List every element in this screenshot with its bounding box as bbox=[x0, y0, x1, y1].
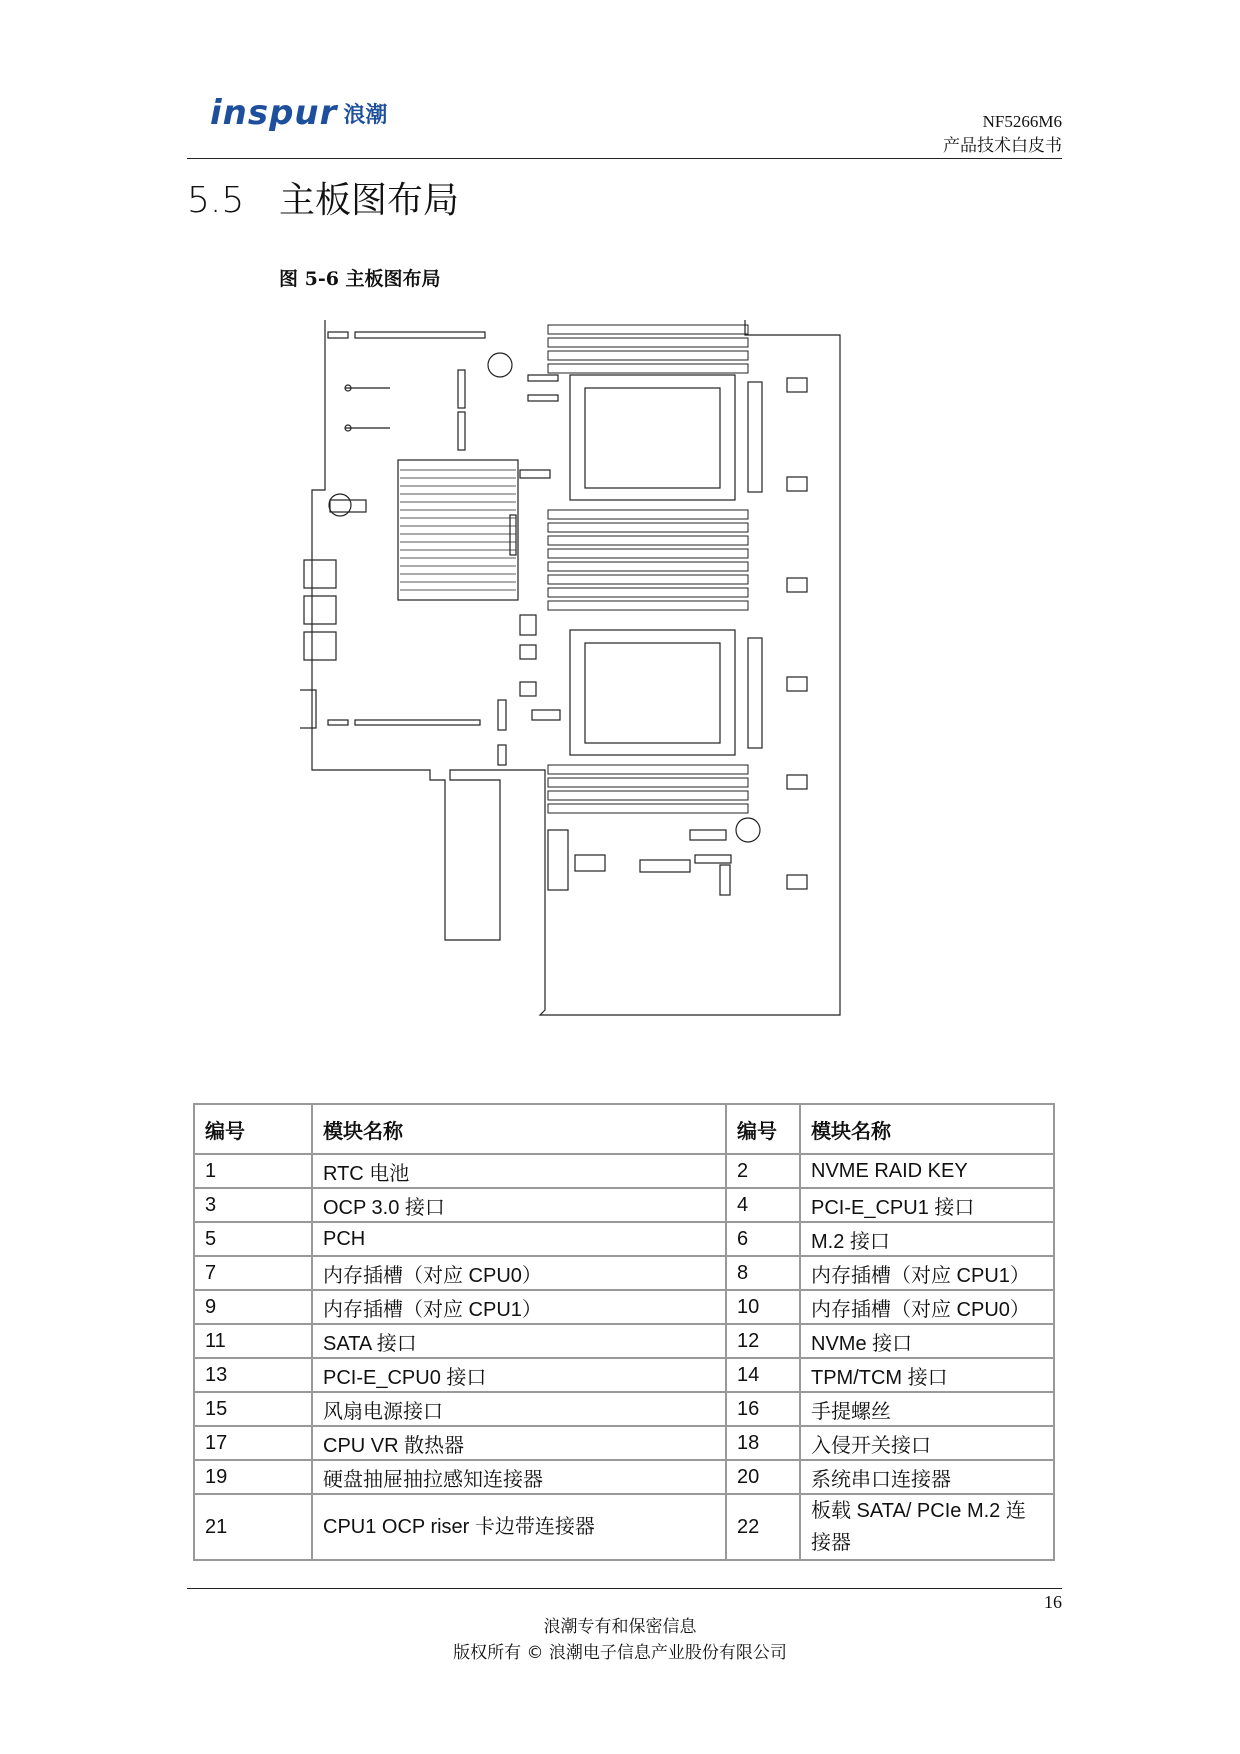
cell-module: 内存插槽（对应 CPU1） bbox=[800, 1256, 1054, 1290]
cell-module: 手提螺丝 bbox=[800, 1392, 1054, 1426]
cell-module: 风扇电源接口 bbox=[312, 1392, 726, 1426]
cell-number: 4 bbox=[726, 1188, 800, 1222]
cell-module: RTC 电池 bbox=[312, 1154, 726, 1188]
cell-module: CPU1 OCP riser 卡边带连接器 bbox=[312, 1494, 726, 1560]
table-row bbox=[194, 1392, 1054, 1426]
table-row bbox=[194, 1154, 1054, 1188]
table-row bbox=[194, 1460, 1054, 1494]
cell-module: PCH bbox=[312, 1222, 726, 1256]
footer-confidential: 浪潮专有和保密信息 bbox=[543, 1617, 697, 1637]
cell-number: 19 bbox=[194, 1460, 312, 1494]
cell-module: 内存插槽（对应 CPU0） bbox=[800, 1290, 1054, 1324]
cell-module: TPM/TCM 接口 bbox=[800, 1358, 1054, 1392]
cell-module: 内存插槽（对应 CPU0） bbox=[312, 1256, 726, 1290]
cell-number: 21 bbox=[194, 1494, 312, 1560]
cell-number: 10 bbox=[726, 1290, 800, 1324]
table-row bbox=[194, 1290, 1054, 1324]
cell-number: 14 bbox=[726, 1358, 800, 1392]
cell-number: 1 bbox=[194, 1154, 312, 1188]
header-module-name-2: 模块名称 bbox=[800, 1104, 1054, 1154]
cell-module: 系统串口连接器 bbox=[800, 1460, 1054, 1494]
cell-module: NVME RAID KEY bbox=[800, 1154, 1054, 1188]
cell-number: 11 bbox=[194, 1324, 312, 1358]
header-module-name-1: 模块名称 bbox=[312, 1104, 726, 1154]
page-number: 16 bbox=[1044, 1592, 1062, 1612]
logo-latin-text: inspur bbox=[210, 93, 338, 133]
table-row bbox=[194, 1426, 1054, 1460]
cell-number: 2 bbox=[726, 1154, 800, 1188]
cell-module: M.2 接口 bbox=[800, 1222, 1054, 1256]
cell-number: 6 bbox=[726, 1222, 800, 1256]
section-heading bbox=[187, 172, 459, 223]
cell-module: NVMe 接口 bbox=[800, 1324, 1054, 1358]
header-number-1: 编号 bbox=[194, 1104, 312, 1154]
cell-module: OCP 3.0 接口 bbox=[312, 1188, 726, 1222]
cell-module: PCI-E_CPU0 接口 bbox=[312, 1358, 726, 1392]
table-row bbox=[194, 1324, 1054, 1358]
cell-module: 硬盘抽屉抽拉感知连接器 bbox=[312, 1460, 726, 1494]
table-header-row bbox=[194, 1104, 1054, 1154]
module-table bbox=[193, 1103, 1055, 1561]
cell-number: 12 bbox=[726, 1324, 800, 1358]
cell-module: PCI-E_CPU1 接口 bbox=[800, 1188, 1054, 1222]
cell-number: 20 bbox=[726, 1460, 800, 1494]
section-number: 5.5 bbox=[187, 180, 245, 221]
cell-module: SATA 接口 bbox=[312, 1324, 726, 1358]
motherboard-layout-diagram bbox=[300, 320, 940, 1040]
product-model: NF5266M6 bbox=[982, 112, 1062, 131]
table-row bbox=[194, 1358, 1054, 1392]
cell-module: 板载 SATA/ PCIe M.2 连接器 bbox=[800, 1494, 1054, 1560]
cell-module: 入侵开关接口 bbox=[800, 1426, 1054, 1460]
cell-number: 16 bbox=[726, 1392, 800, 1426]
footer-copyright: 版权所有 © 浪潮电子信息产业股份有限公司 bbox=[453, 1643, 787, 1663]
cell-number: 18 bbox=[726, 1426, 800, 1460]
cell-number: 5 bbox=[194, 1222, 312, 1256]
logo-chinese-text: 浪潮 bbox=[343, 102, 388, 128]
cell-number: 15 bbox=[194, 1392, 312, 1426]
header-number-2: 编号 bbox=[726, 1104, 800, 1154]
header-divider bbox=[187, 158, 1062, 159]
table-row bbox=[194, 1188, 1054, 1222]
cell-number: 3 bbox=[194, 1188, 312, 1222]
cell-number: 8 bbox=[726, 1256, 800, 1290]
figure-caption: 图 5-6 主板图布局 bbox=[279, 268, 441, 290]
table-row bbox=[194, 1256, 1054, 1290]
cell-module: 内存插槽（对应 CPU1） bbox=[312, 1290, 726, 1324]
table-row bbox=[194, 1494, 1054, 1560]
cell-number: 17 bbox=[194, 1426, 312, 1460]
cell-number: 9 bbox=[194, 1290, 312, 1324]
cell-module: CPU VR 散热器 bbox=[312, 1426, 726, 1460]
table-row bbox=[194, 1222, 1054, 1256]
cell-number: 13 bbox=[194, 1358, 312, 1392]
document-header bbox=[943, 110, 1062, 158]
cell-number: 22 bbox=[726, 1494, 800, 1560]
document-title: 产品技术白皮书 bbox=[943, 136, 1062, 155]
section-title: 主板图布局 bbox=[279, 180, 460, 221]
cell-number: 7 bbox=[194, 1256, 312, 1290]
inspur-logo bbox=[210, 93, 388, 133]
footer-divider bbox=[187, 1588, 1062, 1589]
